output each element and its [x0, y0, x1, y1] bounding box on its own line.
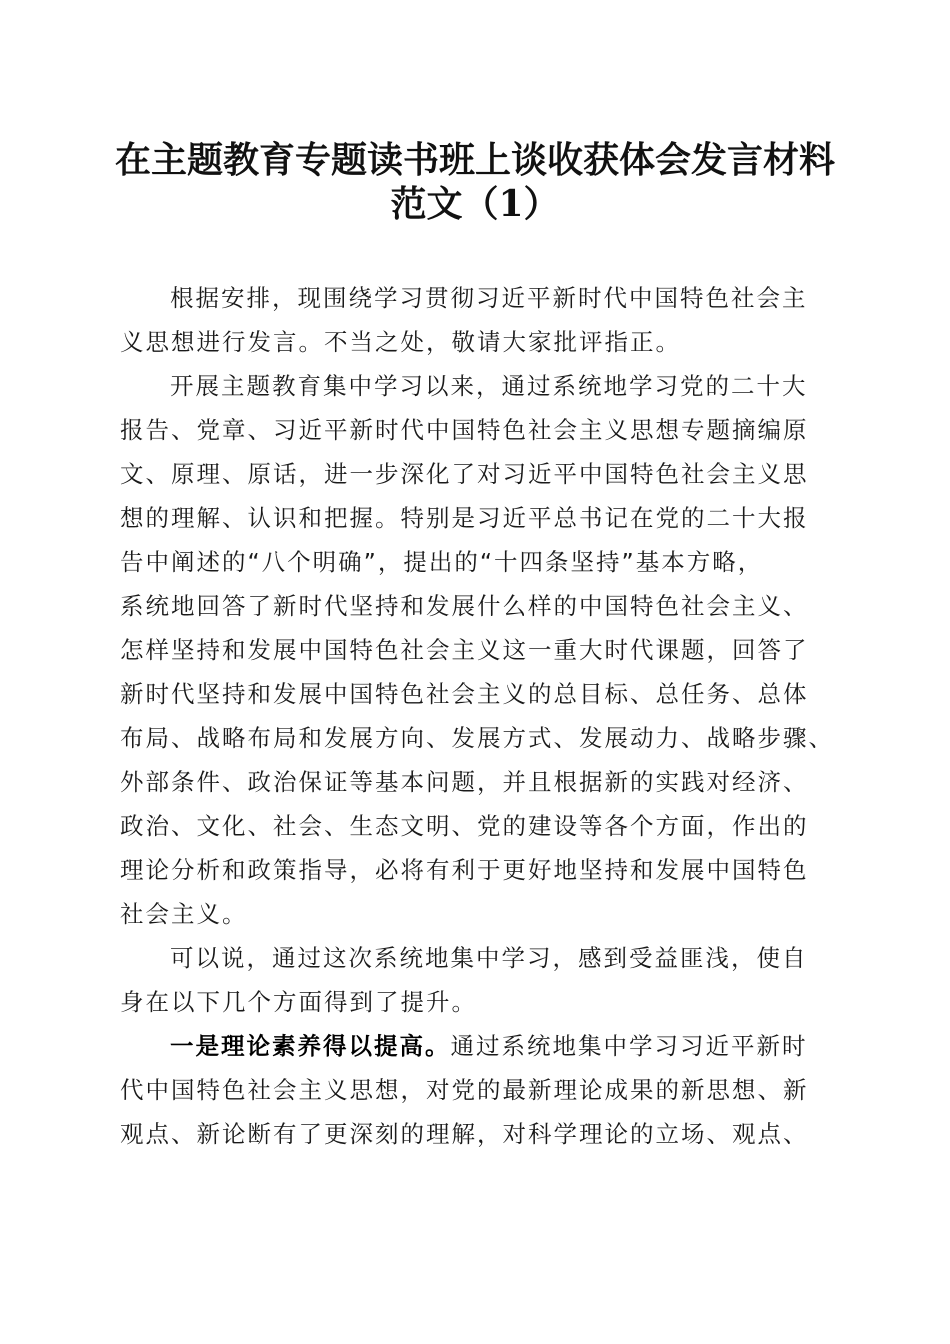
paragraph-line: 代中国特色社会主义思想，对党的最新理论成果的新思想、新	[120, 1076, 809, 1104]
paragraph-line: 外部条件、政治保证等基本问题，并且根据新的实践对经济、	[120, 768, 809, 796]
paragraph-line-text: 通过系统地集中学习习近平新时	[450, 1032, 808, 1060]
paragraph-line: 开展主题教育集中学习以来，通过系统地学习党的二十大	[170, 372, 808, 400]
paragraph-line: 政治、文化、社会、生态文明、党的建设等各个方面，作出的	[120, 812, 809, 840]
paragraph-line: 布局、战略布局和发展方向、发展方式、发展动力、战略步骤、	[120, 724, 834, 752]
paragraph-line: 文、原理、原话，进一步深化了对习近平中国特色社会主义思	[120, 460, 809, 488]
paragraph-line: 观点、新论断有了更深刻的理解，对科学理论的立场、观点、	[120, 1120, 809, 1148]
paragraph-line	[170, 1031, 836, 1061]
paragraph-line: 告中阐述的“八个明确”，提出的“十四条坚持”基本方略，	[120, 548, 764, 576]
paragraph-line: 报告、党章、习近平新时代中国特色社会主义思想专题摘编原	[120, 416, 809, 444]
paragraph-line: 新时代坚持和发展中国特色社会主义的总目标、总任务、总体	[120, 680, 809, 708]
paragraph-line: 义思想进行发言。不当之处，敬请大家批评指正。	[120, 328, 681, 356]
paragraph-line: 怎样坚持和发展中国特色社会主义这一重大时代课题，回答了	[120, 636, 809, 664]
paragraph-line: 系统地回答了新时代坚持和发展什么样的中国特色社会主义、	[120, 592, 809, 620]
document-title-line-1: 在主题教育专题读书班上谈收获体会发言材料	[114, 139, 835, 181]
paragraph-line: 根据安排，现围绕学习贯彻习近平新时代中国特色社会主	[170, 284, 808, 312]
paragraph-line: 理论分析和政策指导，必将有利于更好地坚持和发展中国特色	[120, 856, 809, 884]
paragraph-line: 想的理解、认识和把握。特别是习近平总书记在党的二十大报	[120, 504, 809, 532]
paragraph-line: 身在以下几个方面得到了提升。	[120, 988, 477, 1016]
paragraph-line: 可以说，通过这次系统地集中学习，感到受益匪浅，使自	[170, 944, 808, 972]
document-title-line-2: 范文（1）	[390, 183, 560, 225]
paragraph-bold-lead: 一是理论素养得以提高。	[170, 1032, 451, 1060]
paragraph-line: 社会主义。	[120, 900, 248, 928]
